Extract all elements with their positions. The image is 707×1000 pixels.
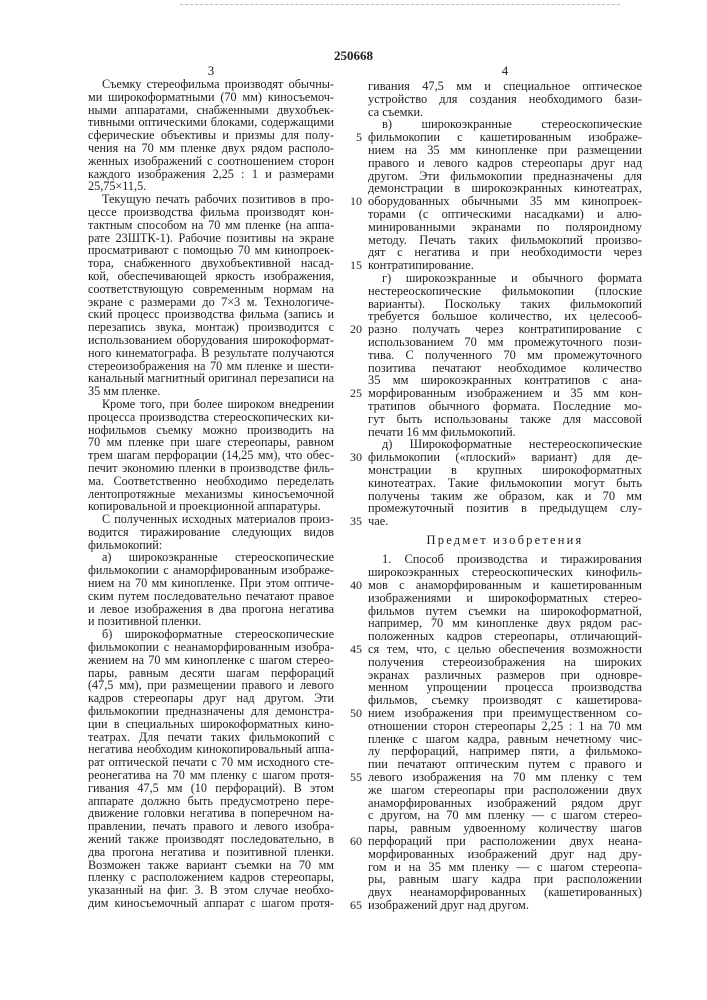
text-line: Съемку стереофильма производят обычны- — [88, 78, 334, 91]
section-heading: Предмет изобретения — [368, 528, 642, 554]
text-line: получения стереоизображения на широких — [368, 656, 642, 669]
text-line: жений также производят последовательно, в — [88, 833, 334, 846]
text-line: получены таким же образом, как и 70 мм — [368, 490, 642, 503]
text-line: аппарате должно быть предусмотрено пере- — [88, 795, 334, 808]
text-line: промежуточный позитив в предыдущем слу- — [368, 502, 642, 515]
text-line: ции в специальных широкоформатных кино- — [88, 718, 334, 731]
text-line: указанный на фиг. 3. В этом случае необхо- — [88, 884, 334, 897]
text-line: перезапись звука, монтаж) производится с — [88, 321, 334, 334]
text-line: позитива печатают необходимое количество — [368, 362, 642, 375]
text-line: Текущую печать рабочих позитивов в про- — [88, 193, 334, 206]
text-line: соответствующую современным нормам на — [88, 283, 334, 296]
text-line: жением на 70 мм кинопленке с шагом стерео- — [88, 654, 334, 667]
text-line: канальный магнитный оригинал перезаписи на — [88, 372, 334, 385]
text-line: фильмокопии («плоский» вариант) для де- — [368, 451, 642, 464]
text-line: чае. — [368, 515, 642, 528]
text-line: тактным способом на 70 мм пленке (на аппа- — [88, 219, 334, 232]
text-line: положенных кадров стереопары, отличающий- — [368, 630, 642, 643]
text-line: дим киносъемочный аппарат с шагом протя- — [88, 897, 334, 910]
line-number: 55 — [350, 771, 362, 784]
line-number: 65 — [350, 899, 362, 912]
text-line: ма. Соответственно необходимо переделать — [88, 475, 334, 488]
text-line: лентопротяжные механизмы киносъемочной — [88, 488, 334, 501]
text-line: (47,5 мм), при размещении правого и левого — [88, 679, 334, 692]
text-line: фильмокопии с анаморфированным изображе- — [88, 564, 334, 577]
text-line: фильмокопии с кашетированным изображе- — [368, 131, 642, 144]
text-line: изображениями и широкоформатных стерео- — [368, 592, 642, 605]
text-line: перфораций при расположении двух неана- — [368, 835, 642, 848]
text-line: ными аппаратами, снабженными двухобъек- — [88, 104, 334, 117]
text-line: устройство для создания необходимого бази- — [368, 93, 642, 106]
text-line: оборудованных обычными 35 мм кинопроек- — [368, 195, 642, 208]
page-number-left: 3 — [88, 63, 334, 79]
text-line: использованием 70 мм промежуточного пози- — [368, 336, 642, 349]
text-line: экранах различных размеров при одновре- — [368, 669, 642, 682]
patent-number: 250668 — [0, 48, 707, 64]
text-line: гивания 47,5 мм (10 перфораций). В этом — [88, 782, 334, 795]
text-line: разно получать через контратипирование с — [368, 323, 642, 336]
text-line: ного кинематографа. В результате получаются — [88, 347, 334, 360]
text-line: левого изображения на 70 мм пленку с тем — [368, 771, 642, 784]
text-line: Возможен также вариант съемки на 70 мм — [88, 859, 334, 872]
text-line: изображений друг над другом. — [368, 899, 642, 912]
text-line: а) широкоэкранные стереоскопические — [88, 551, 334, 564]
paragraph — [88, 78, 334, 193]
text-line: движение головки негатива в поперечном на- — [88, 807, 334, 820]
text-line: фильмокопии предназначены для демонстра- — [88, 705, 334, 718]
text-line: и позитивной пленки. — [88, 615, 334, 628]
paragraph — [368, 438, 642, 528]
text-line: нием на 70 мм кинопленке. При этом оптиче- — [88, 577, 334, 590]
paragraph — [88, 551, 334, 628]
text-line: мов с анаморфированным и кашетированным — [368, 579, 642, 592]
text-line: Кроме того, при более широком внедрении — [88, 398, 334, 411]
text-line: рат оптической печати с 70 мм исходного сте- — [88, 756, 334, 769]
text-line: женных изображений с соотношением сторон — [88, 155, 334, 168]
text-line: кой, обеспечивающей яркость изображения, — [88, 270, 334, 283]
text-line: нием на 35 мм кинопленке при размещении — [368, 144, 642, 157]
text-line: варианты). Поскольку таких фильмокопий — [368, 298, 642, 311]
text-line: копировальной и проекционной аппаратуры. — [88, 500, 334, 513]
text-line: другом. Эти фильмокопии предназначены для — [368, 170, 642, 183]
paragraph — [368, 80, 642, 118]
line-number: 50 — [350, 707, 362, 720]
text-line: 1. Способ производства и тиражирования — [368, 553, 642, 566]
paragraph — [368, 553, 642, 911]
text-line: водится тиражирование следующих видов — [88, 526, 334, 539]
text-line: ся тем, что, с целью обеспечения возможности — [368, 643, 642, 656]
text-line: нием изображения при преимущественном со- — [368, 707, 642, 720]
text-line: использованием оборудования широкоформат- — [88, 334, 334, 347]
paragraph — [88, 398, 334, 513]
text-line: печати 16 мм фильмокопий. — [368, 426, 642, 439]
text-line: 70 мм пленке при шаге стереопары, равном — [88, 436, 334, 449]
text-line: 25,75×11,5. — [88, 180, 334, 193]
text-line: два прогона негатива и позитивной пленки. — [88, 846, 334, 859]
line-number: 10 — [350, 195, 362, 208]
text-line: тивными оптическими блоками, содержащими — [88, 116, 334, 129]
line-number: 30 — [350, 451, 362, 464]
line-number: 45 — [350, 643, 362, 656]
text-line: пары, равным десяти шагам перфораций — [88, 667, 334, 680]
page-number-right: 4 — [368, 63, 642, 79]
text-line: двух неанаморфированных (кашетированных) — [368, 886, 642, 899]
text-line: кадров стереопары друг над другом. Эти — [88, 692, 334, 705]
text-line: просматривают с помощью 70 мм кинопроек- — [88, 244, 334, 257]
text-line: монстрации в крупных широкоформатных — [368, 464, 642, 477]
text-line: реонегатива на 70 мм пленку с шагом протя- — [88, 769, 334, 782]
line-number: 40 — [350, 579, 362, 592]
text-line: ский процесс производства фильма (запись и — [88, 308, 334, 321]
text-line: фильмокопии с неанаморфированным изобра- — [88, 641, 334, 654]
text-line: б) широкоформатные стереоскопические — [88, 628, 334, 641]
text-line: лу перфораций, например пяти, а фильмоко- — [368, 745, 642, 758]
text-line: тора, снабженного двухобъективной насад- — [88, 257, 334, 270]
text-line: гут быть использованы также для массовой — [368, 413, 642, 426]
paragraph — [88, 193, 334, 398]
text-line: 35 мм широкоэкранных контратипов с ана- — [368, 374, 642, 387]
text-line: ры, равным шагу кадра при расположении — [368, 873, 642, 886]
text-line: нофильмов съемку можно производить на — [88, 424, 334, 437]
text-line: же шагом стереопары при расположении двух — [368, 784, 642, 797]
scan-edge-line — [180, 4, 620, 5]
text-line: морфированным изображением и 35 мм кон- — [368, 387, 642, 400]
text-line: анаморфированных изображений рядом друг — [368, 797, 642, 810]
paragraph — [88, 513, 334, 551]
right-text-column — [368, 80, 642, 912]
text-line: пары, равным удвоенному количеству шагов — [368, 822, 642, 835]
text-line: гивания 47,5 мм и специальное оптическое — [368, 80, 642, 93]
line-number: 25 — [350, 387, 362, 400]
text-line: требуется большое количество, их целесооб- — [368, 310, 642, 323]
text-line: рате 23ШТК-1). Рабочие позитивы на экране — [88, 232, 334, 245]
text-line: методу. Печать таких фильмокопий произво- — [368, 234, 642, 247]
text-line: театрах. Для печати таких фильмокопий с — [88, 731, 334, 744]
text-line: печит экономию пленки в производстве филь- — [88, 462, 334, 475]
paragraph — [368, 118, 642, 272]
text-line: торами (с оптическими насадками) и алю- — [368, 208, 642, 221]
text-line: экране с размерами до 7×3 м. Технологиче- — [88, 296, 334, 309]
text-line: правлении, печать правого и левого изобра- — [88, 820, 334, 833]
text-line: морфированных изображений друг над дру- — [368, 848, 642, 861]
line-number: 15 — [350, 259, 362, 272]
text-line: кинотеатрах. Такие фильмокопии могут быть — [368, 477, 642, 490]
text-line: д) Широкоформатные нестереоскопические — [368, 438, 642, 451]
text-line: пленке с шагом кадра, равным нечетному чис- — [368, 733, 642, 746]
line-number: 5 — [356, 131, 362, 144]
text-line: трем шагам перфорации (14,25 мм), что обес- — [88, 449, 334, 462]
left-text-column — [88, 78, 334, 910]
text-line: фильмов путем съемки на широкоформатной, — [368, 605, 642, 618]
text-line: ским путем последовательно печатают правое — [88, 590, 334, 603]
text-line: дят с негатива и при необходимости через — [368, 246, 642, 259]
text-line: в) широкоэкранные стереоскопические — [368, 118, 642, 131]
text-line: нестереоскопические фильмокопии (плоские — [368, 285, 642, 298]
text-line: чения на 70 мм пленке двух рядом располо- — [88, 142, 334, 155]
text-line: менном упрощении процесса производства — [368, 681, 642, 694]
text-line: тратипов обычного формата. Последние мо- — [368, 400, 642, 413]
text-line: пии печатают оптическим путем с правого и — [368, 758, 642, 771]
paragraph — [368, 272, 642, 438]
text-line: и левое изображения в два прогона негатива — [88, 603, 334, 616]
text-line: правого и левого кадров стереопары друг над — [368, 157, 642, 170]
text-line: сферические объективы и призмы для полу- — [88, 129, 334, 142]
text-line: гом и на 35 мм пленку — с шагом стереопа- — [368, 861, 642, 874]
text-line: широкоэкранных стереоскопических кинофиль- — [368, 566, 642, 579]
text-line: 35 мм пленке. — [88, 385, 334, 398]
text-line: минированными экранами по поляроидному — [368, 221, 642, 234]
text-line: С полученных исходных материалов произ- — [88, 513, 334, 526]
text-line: процесса производства стереоскопических ки- — [88, 411, 334, 424]
text-line: каждого изображения 2,25 : 1 и размерами — [88, 168, 334, 181]
text-line: пленку с расположением кадров стереопары, — [88, 871, 334, 884]
text-line: цессе производства фильма производят кон- — [88, 206, 334, 219]
text-line: са съемки. — [368, 106, 642, 119]
text-line: ми широкоформатными (70 мм) киносъемоч- — [88, 91, 334, 104]
line-number: 60 — [350, 835, 362, 848]
text-line: фильмокопий: — [88, 539, 334, 552]
text-line: негатива необходим кинокопировальный аппа- — [88, 743, 334, 756]
text-line: фильмов, съемку производят с кашетирова- — [368, 694, 642, 707]
text-line: с другом, на 70 мм пленку — с шагом стерео- — [368, 809, 642, 822]
text-line: тива. С полученного 70 мм промежуточного — [368, 349, 642, 362]
line-number: 20 — [350, 323, 362, 336]
paragraph — [88, 628, 334, 910]
text-line: отношении сторон стереопары 2,25 : 1 на 70 мм — [368, 720, 642, 733]
text-line: например, 70 мм кинопленке двух рядом рас- — [368, 617, 642, 630]
text-line: стереоизображения на 70 мм пленке и шести- — [88, 360, 334, 373]
line-number: 35 — [350, 515, 362, 528]
text-line: контратипирование. — [368, 259, 642, 272]
text-line: демонстрации в широкоэкранных кинотеатрах, — [368, 182, 642, 195]
text-line: г) широкоэкранные и обычного формата — [368, 272, 642, 285]
